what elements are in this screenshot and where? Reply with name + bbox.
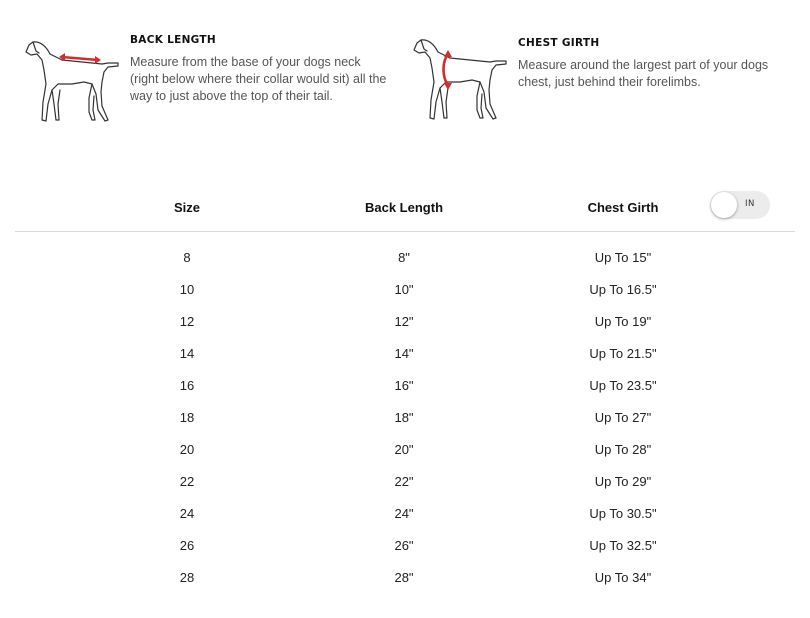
back-length-cell: 22" [394,474,414,489]
dog-back-length-icon [22,32,122,127]
size-cell: 20 [179,442,195,457]
back-length-cell: 20" [394,442,414,457]
back-length-description: Measure from the base of your dogs neck (right below where their collar would sit) all the way to just above the top of their tail. [130,55,387,103]
header-size: Size [173,200,201,215]
back-length-cell: 12" [394,314,414,329]
back-length-cell: 14" [394,346,414,361]
size-table-body [15,242,795,594]
chest-girth-cell: Up To 16.5" [589,282,657,297]
chest-girth-cell: Up To 34" [594,570,652,585]
table-row [15,242,795,274]
back-length-cell: 16" [394,378,414,393]
size-cell: 16 [179,378,195,393]
chest-girth-cell: Up To 32.5" [589,538,657,553]
table-row [15,338,795,370]
unit-toggle-knob[interactable] [711,192,737,218]
size-cell: 8 [183,250,191,265]
back-length-cell: 8" [398,250,410,265]
table-row [15,306,795,338]
table-row [15,434,795,466]
table-row [15,274,795,306]
header-back-length: Back Length [364,200,444,215]
size-table-header [15,185,795,232]
size-cell: 18 [179,410,195,425]
table-row [15,498,795,530]
chest-girth-cell: Up To 15" [594,250,652,265]
back-length-cell: 24" [394,506,414,521]
chest-girth-cell: Up To 19" [594,314,652,329]
table-row [15,562,795,594]
size-cell: 14 [179,346,195,361]
dog-chest-girth-icon [410,30,510,125]
chest-girth-cell: Up To 30.5" [589,506,657,521]
chest-girth-cell: Up To 28" [594,442,652,457]
size-cell: 24 [179,506,195,521]
table-row [15,370,795,402]
table-row [15,402,795,434]
back-length-title: BACK LENGTH [130,34,216,46]
back-length-cell: 26" [394,538,414,553]
chest-girth-guide [400,0,810,130]
header-chest-girth: Chest Girth [587,200,659,215]
back-length-cell: 28" [394,570,414,585]
chest-girth-title: CHEST GIRTH [518,37,600,49]
back-length-cell: 10" [394,282,414,297]
chest-girth-cell: Up To 21.5" [589,346,657,361]
chest-girth-cell: Up To 29" [594,474,652,489]
table-row [15,530,795,562]
chest-girth-cell: Up To 27" [594,410,652,425]
back-length-cell: 18" [394,410,414,425]
unit-toggle[interactable] [710,191,770,219]
size-cell: 10 [179,282,195,297]
chest-girth-cell: Up To 23.5" [589,378,657,393]
size-cell: 28 [179,570,195,585]
size-cell: 22 [179,474,195,489]
table-row [15,466,795,498]
back-length-guide [0,0,400,130]
size-cell: 26 [179,538,195,553]
unit-toggle-label: IN [745,199,755,209]
size-cell: 12 [179,314,195,329]
chest-girth-description: Measure around the largest part of your dogs chest, just behind their forelimbs. [518,58,769,89]
